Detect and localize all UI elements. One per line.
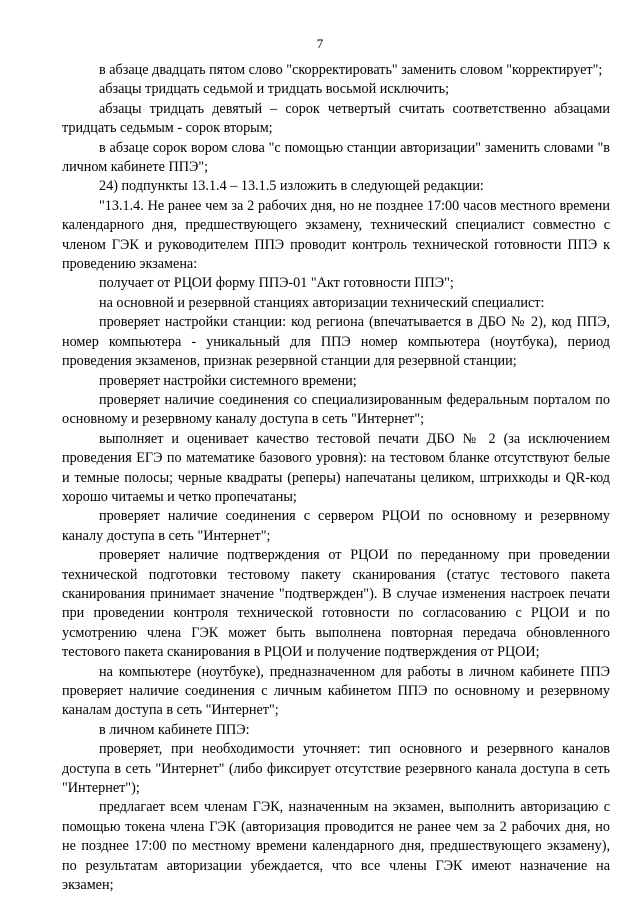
paragraph: получает от РЦОИ форму ППЭ-01 "Акт готовности ППЭ";: [99, 275, 454, 292]
document-body: [62, 61, 610, 895]
paragraph: проверяет настройки станции: код региона (впечатывается в ДБО № 2), код ППЭ, номер компьютера - уникальный для ППЭ номер компьютера (ноутбука), период проведения экзаменов, признак резервной станции для резервной станции;: [62, 314, 610, 370]
paragraph: проверяет наличие подтверждения от РЦОИ по переданному при проведении технической подготовки тестовому пакету сканирования (статус тестового пакета сканирования принимает значение "подтвержден"). В случае изменения настроек печати при проведении контроля технической готовности по согласованию с РЦОИ и по усмотрению члена ГЭК может быть выполнена повторная передача обновленного тестового пакета сканирования в РЦОИ и получение подтверждения от РЦОИ;: [62, 547, 610, 661]
paragraph: 24) подпункты 13.1.4 – 13.1.5 изложить в следующей редакции:: [99, 178, 484, 195]
paragraph: проверяет наличие соединения со специализированным федеральным порталом по основному и резервному каналу доступа в сеть "Интернет";: [62, 391, 610, 428]
paragraph: на основной и резервной станциях авторизации технический специалист:: [99, 294, 545, 311]
paragraph: проверяет настройки системного времени;: [99, 372, 357, 389]
paragraph: в абзаце сорок вором слова "с помощью станции авторизации" заменить словами "в личном кабинете ППЭ";: [62, 139, 610, 176]
paragraph: выполняет и оценивает качество тестовой печати ДБО № 2 (за исключением проведения ЕГЭ по математике базового уровня): на тестовом бланке отсутствуют белые и темные полосы; черные квадраты (реперы) напечатаны целиком, штрихкоды и QR-код хорошо читаемы и четко пропечатаны;: [62, 430, 610, 505]
page-number: 7: [316, 36, 324, 51]
paragraph: в абзаце двадцать пятом слово "скорректировать" заменить словом "корректирует";: [99, 62, 603, 78]
paragraph: предлагает всем членам ГЭК, назначенным на экзамен, выполнить авторизацию с помощью токена члена ГЭК (авторизация проводится не ранее чем за 2 рабочих дня, но не позднее 17:00 по местному времени календарного дня, предшествующего экзамену), по результатам авторизации убеждается, что все члены ГЭК имеют назначение на экзамен;: [62, 799, 610, 894]
paragraph: абзацы тридцать седьмой и тридцать восьмой исключить;: [99, 81, 450, 98]
paragraph: "13.1.4. Не ранее чем за 2 рабочих дня, но не позднее 17:00 часов местного времени календарного дня, предшествующего экзамену, технический специалист совместно с членом ГЭК и руководителем ППЭ проводит контроль технической готовности ППЭ к проведению экзамена:: [62, 197, 610, 273]
paragraph: проверяет наличие соединения с сервером РЦОИ по основному и резервному каналу доступа в сеть "Интернет";: [62, 508, 610, 544]
paragraph: на компьютере (ноутбуке), предназначенном для работы в личном кабинете ППЭ проверяет наличие соединения с личным кабинетом ППЭ по основному и резервному каналам доступа в сеть "Интернет";: [62, 663, 610, 719]
paragraph: проверяет, при необходимости уточняет: тип основного и резервного каналов доступа в сеть "Интернет" (либо фиксирует отсутствие резервного канала доступа в сеть "Интернет");: [62, 741, 610, 797]
paragraph: абзацы тридцать девятый – сорок четвертый считать соответственно абзацами тридцать седьмым - сорок вторым;: [62, 100, 610, 137]
paragraph: в личном кабинете ППЭ:: [99, 721, 250, 738]
